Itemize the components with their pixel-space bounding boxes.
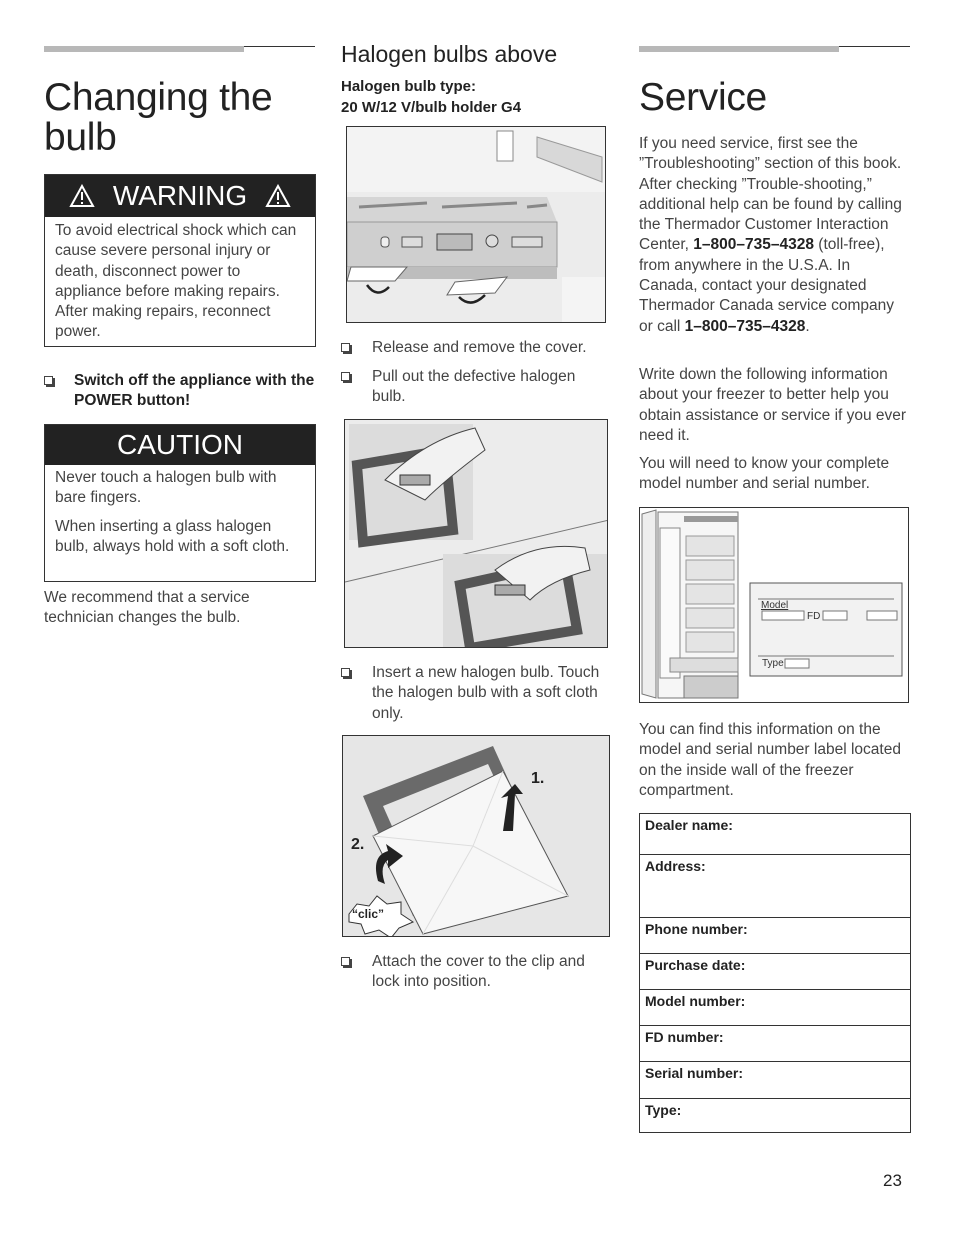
figure-label-2: 2. [351, 836, 365, 853]
warning-text: To avoid electrical shock which can cause severe personal injury or death, disconnect power to appliance before making repairs. After making repairs, reconnect power. [55, 222, 297, 341]
recommend-text: We recommend that a service technician changes the bulb. [44, 589, 250, 627]
form-field-serial-number[interactable]: Serial number: [640, 1062, 911, 1099]
service-info-form [639, 813, 911, 1133]
remove-bulb-illustration [345, 420, 608, 648]
caution-text-2: When inserting a glass halogen bulb, always hold with a soft cloth. [55, 517, 290, 555]
form-field-purchase-date[interactable]: Purchase date: [640, 954, 911, 990]
bulb-type-line-2: 20 W/12 V/bulb holder G4 [341, 99, 522, 116]
step-text: Switch off the appliance with the POWER button! [74, 372, 315, 410]
service-paragraph-3: You will need to know your complete model number and serial number. [639, 455, 890, 493]
page-title-changing-bulb [44, 78, 272, 158]
section-rule-thick [44, 46, 244, 52]
form-field-address[interactable]: Address: [640, 855, 911, 918]
step-text: Attach the cover to the clip and lock into position. [372, 953, 585, 991]
checkbox-icon [341, 372, 350, 381]
section-rule-thin [839, 46, 910, 47]
halogen-heading: Halogen bulbs above [341, 41, 558, 67]
warning-triangle-icon [265, 184, 291, 208]
step-text: Insert a new halogen bulb. Touch the halogen bulb with a soft cloth only. [372, 664, 600, 722]
service-paragraph-4: You can find this information on the model and serial number label located on the inside wall of the freezer compartment. [639, 721, 901, 799]
warning-box [44, 174, 316, 347]
warning-triangle-icon [69, 184, 95, 208]
checkbox-icon [44, 376, 53, 385]
service-paragraph-2: Write down the following information about your freezer to better help you obtain assistance or service if you ever need it. [639, 366, 907, 444]
form-field-type[interactable]: Type: [640, 1099, 911, 1133]
title-line-2: bulb [44, 116, 117, 159]
figure-attach-cover [342, 735, 610, 937]
figure-appliance-top [346, 126, 606, 323]
step-text: Release and remove the cover. [372, 339, 587, 356]
warning-label: WARNING [112, 180, 248, 211]
label-fd-text: FD [807, 611, 821, 622]
service-text-c: . [805, 317, 810, 335]
page-number: 23 [883, 1171, 902, 1190]
form-field-phone-number[interactable]: Phone number: [640, 918, 911, 954]
warning-header [45, 175, 315, 217]
bulb-type [341, 76, 521, 118]
page-title-service: Service [639, 76, 767, 119]
figure-remove-bulb [344, 419, 608, 648]
figure-freezer-label [639, 507, 909, 703]
bulb-type-line-1: Halogen bulb type: [341, 78, 476, 95]
checkbox-icon [341, 957, 350, 966]
step-text: Pull out the defective halogen bulb. [372, 368, 576, 406]
label-type-text: Type [762, 658, 784, 669]
phone-number-2: 1–800–735–4328 [684, 317, 806, 335]
service-paragraph-1 [639, 134, 911, 337]
figure-clic-label: “clic” [352, 907, 385, 921]
caution-header [45, 425, 315, 465]
appliance-top-illustration [347, 127, 606, 323]
checkbox-icon [341, 668, 350, 677]
form-field-fd-number[interactable]: FD number: [640, 1026, 911, 1062]
section-rule-thick [639, 46, 839, 52]
caution-text-1: Never touch a halogen bulb with bare fingers. [55, 469, 277, 507]
checkbox-icon [341, 343, 350, 352]
label-model-text: Model [761, 600, 789, 611]
title-line-1: Changing the [44, 76, 273, 119]
figure-label-1: 1. [531, 770, 545, 787]
caution-label: CAUTION [117, 429, 243, 460]
caution-box [44, 424, 316, 582]
form-field-model-number[interactable]: Model number: [640, 990, 911, 1026]
form-field-dealer-name[interactable]: Dealer name: [640, 814, 911, 855]
service-text-b: (toll-free), from anywhere in the U.S.A. In Canada, contact your designated Thermador Canada service company or call [639, 236, 895, 335]
phone-number-1: 1–800–735–4328 [693, 236, 814, 254]
section-rule-thin [244, 46, 315, 47]
service-text-a: If you need service, first see the ”Troubleshooting” section of this book. After checking ”Trouble-shooting,” additional help can be found by calling the Thermador Customer Interaction Center, [639, 135, 902, 254]
